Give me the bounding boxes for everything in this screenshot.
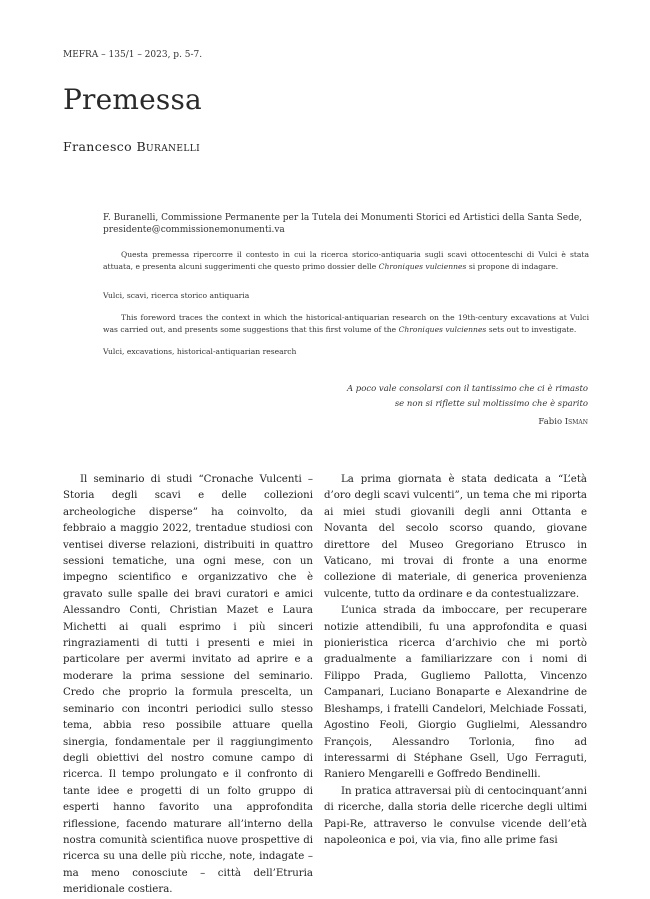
body-paragraph: Il seminario di studi “Cronache Vulcenti – Storia degli scavi e delle collezioni archeologiche disperse” ha coinvolto, da febbraio a maggio 2022, trentadue studiosi con ventisei diverse relazioni, distribuiti in quattro sessioni tematiche, una ogni mese, con un impegno scientifico e organizzativo che è gravato sulle spalle dei bravi curatori e amici Alessandro Conti, Christian Mazet e Laura Michetti ai quali esprimo i più sinceri ringraziamenti di tutti i presenti e miei in particolare per avermi invitato ad aprire e a moderare la prima sessione del seminario. Credo che proprio la formula prescelta, un seminario con incontri periodici sullo stesso tema, abbia reso possibile attuare quella sinergia, fondamentale per il raggiungimento degli obiettivi del nostro comune campo di ricerca. Il tempo prolungato e il confronto di tante idee e progetti di un folto gruppo di esperti hanno favorito una approfondita riflessione, facendo maturare all’interno della nostra comunità scientifica nuove prospettive di ricerca su una delle più ricche, note, indagate – ma meno conosciute – città dell’Etruria meridionale costiera. [63, 474, 313, 896]
abstract-italian [103, 249, 589, 273]
abstract-english [103, 312, 589, 336]
author-affiliation: F. Buranelli, Commissione Permanente per la Tutela dei Monumenti Storici ed Artistici della Santa Sede, presidente@commissionemonumenti.va [103, 213, 583, 235]
body-paragraph: In pratica attraversai più di centocinquant’anni di ricerche, dalla storia delle ricerche degli ultimi Papi-Re, attraverso le convulse vicende dell’età napoleonica e poi, via via, fino alle prime fasi [324, 785, 587, 846]
journal-citation: MEFRA – 135/1 – 2023, p. 5-7. [63, 50, 203, 60]
abstract-it-text-end: si propone di indagare. [466, 262, 559, 271]
epigraph-line-1: A poco vale consolarsi con il tantissimo che ci è rimasto [346, 384, 588, 394]
abstract-en-text-end: sets out to investigate. [486, 325, 577, 334]
epigraph-author [538, 417, 588, 427]
epigraph [347, 382, 588, 412]
body-paragraph: La prima giornata è stata dedicata a “L’età d’oro degli scavi vulcenti”, un tema che mi riporta ai miei studi giovanili degli anni Ottanta e Novanta del secolo scorso quando, giovane direttore del Museo Gregoriano Etrusco in Vaticano, mi trovai di fronte a una enorme collezione di materiale, di generica provenienza vulcente, tutto da ordinare e da contestualizzare. [324, 474, 587, 600]
body-column-left [63, 472, 313, 899]
author-last-name: Buranelli [136, 139, 201, 154]
epigraph-author-last: Isman [564, 417, 588, 427]
keywords-english: Vulci, excavations, historical-antiquarian research [103, 347, 297, 356]
abstract-it-italic: Chroniques vulciennes [378, 262, 467, 271]
abstract-it-text: Questa premessa ripercorre il contesto in cui la ricerca storico-antiquaria sugli scavi ottocenteschi di Vulci è stata attuata, e presenta alcuni suggerimenti che questo primo dossier delle [103, 250, 589, 271]
body-paragraph: L’unica strada da imboccare, per recuperare notizie attendibili, fu una approfondita e quasi pionieristica ricerca d’archivio che mi portò gradualmente a familiarizzare con i nomi di Filippo Prada, Gugliemo Pallotta, Vincenzo Campanari, Luciano Bonaparte e Alexandrine de Bleshamps, i fratelli Candelori, Melchiade Fossati, Agostino Feoli, Giorgio Guglielmi, Alessandro François, Alessandro Torlonia, fino ad interessarmi di Stéphane Gsell, Ugo Ferraguti, Raniero Mengarelli e Goffredo Bendinelli. [324, 605, 587, 781]
keywords-italian: Vulci, scavi, ricerca storico antiquaria [103, 291, 250, 300]
epigraph-line-2: se non si riflette sul moltissimo che è sparito [394, 399, 588, 409]
epigraph-author-first: Fabio [538, 417, 565, 427]
abstract-en-italic: Chroniques vulciennes [398, 325, 487, 334]
author-name [63, 139, 200, 154]
author-first-name: Francesco [63, 139, 137, 154]
body-column-right [324, 472, 587, 849]
abstract-en-text: This foreword traces the context in which the historical-antiquarian research on the 19th-century excavations at Vulci was carried out, and presents some suggestions that this first volume of the [103, 313, 589, 334]
article-title: Premessa [63, 83, 202, 116]
